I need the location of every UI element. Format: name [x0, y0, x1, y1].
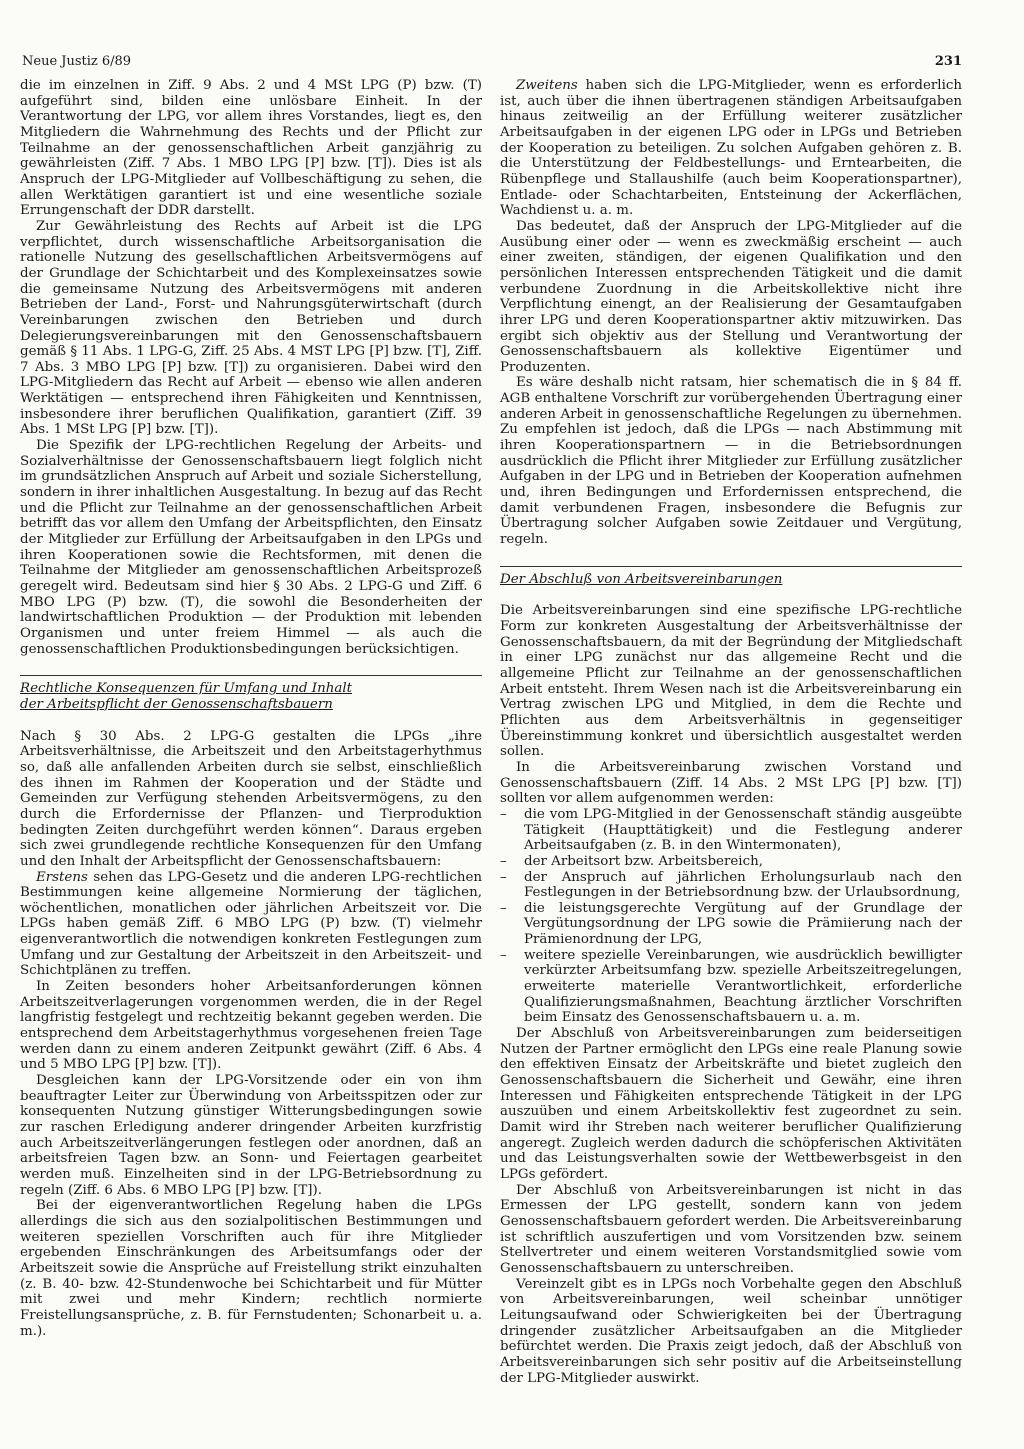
- list-item: – die vom LPG-Mitglied in der Genossenschaft ständig ausgeübte Tätigkeit (Haupttätigkeit) und die Festlegung anderer Arbeitsaufgaben (z. B. in den Wintermonaten),: [500, 807, 962, 854]
- paragraph: Das bedeutet, daß der Anspruch der LPG-Mitglieder auf die Ausübung einer oder — wenn es zweckmäßig erscheint — auch einer zweiten, ständigen, der eigenen Qualifikation und den persönlichen Interessen entsprechenden Tätigkeit und die damit verbundene Zuordnung in die Arbeitskollektive nicht ihre Verpflichtung einengt, an der Realisierung der Gesamtaufgaben ihrer LPG und deren Kooperationspartner aktiv mitzuwirken. Das ergibt sich objektiv aus der Stellung und Verantwortung der Genossenschaftsbauern als kollektive Eigentümer und Produzenten.: [500, 218, 962, 375]
- paragraph: Der Abschluß von Arbeitsvereinbarungen ist nicht in das Ermessen der LPG gestellt, sondern kann von jedem Genossenschaftsbauern gefordert werden. Die Arbeitsvereinbarung ist schriftlich auszufertigen und vom Vorsitzenden bzw. seinem Stellvertreter und einem weiteren Vorstandsmitglied sowie vom Genossenschaftsbauern zu unterschreiben.: [500, 1182, 962, 1276]
- erstens-lead: Erstens: [36, 869, 88, 885]
- left-column: [20, 78, 482, 1339]
- list-item: – die leistungsgerechte Vergütung auf der Grundlage der Vergütungsordnung der LPG sowie die Prämiierung nach der Prämienordnung der LPG,: [500, 901, 962, 948]
- paragraph-zweitens: [500, 78, 962, 219]
- page-header: [22, 52, 962, 74]
- paragraph: Nach § 30 Abs. 2 LPG-G gestalten die LPGs „ihre Arbeitsverhältnisse, die Arbeitszeit und den Arbeitstagerhythmus so, daß alle anfallenden Arbeiten durch sie selbst, einschließlich des ihnen im Rahmen der Kooperation und der Städte und Gemeinden zur Verfügung stehenden Arbeitsvermögens, zu den durch die Erfordernisse der Pflanzen- und Tierproduktion bedingten Zeiten durchgeführt werden können“. Daraus ergeben sich zwei grundlegende rechtliche Konsequenzen für den Umfang und den Inhalt der Arbeitspflicht der Genossenschaftsbauern:: [20, 728, 482, 869]
- journal-issue: Neue Justiz 6/89: [22, 54, 132, 69]
- paragraph-erstens: [20, 870, 482, 980]
- paragraph: Desgleichen kann der LPG-Vorsitzende oder ein von ihm beauftragter Leiter zur Überwindung von Arbeitsspitzen oder zur konsequenten Nutzung günstiger Witterungsbedingungen sowie zur raschen Erledigung anderer dringender Arbeiten kurzfristig auch Arbeitszeitverlängerungen festlegen oder anordnen, daß an arbeitsfreien Tagen bzw. an Sonn- und Feiertagen gearbeitet werden muß. Einzelheiten sind in der LPG-Betriebsordnung zu regeln (Ziff. 6 Abs. 6 MBO LPG [P] bzw. [T]).: [20, 1073, 482, 1198]
- paragraph: In Zeiten besonders hoher Arbeitsanforderungen können Arbeitszeitverlagerungen vorgenommen werden, die in der Regel langfristig festgelegt und rechtzeitig bekannt gegeben werden. Die entsprechend dem Arbeitstagerhythmus vorgesehenen freien Tage werden dann zu einem anderen Zeitpunkt gewährt (Ziff. 6 Abs. 4 und 5 MBO LPG [P] bzw. [T]).: [20, 979, 482, 1073]
- paragraph: Die Arbeitsvereinbarungen sind eine spezifische LPG-rechtliche Form zur konkreten Ausgestaltung der Arbeitsverhältnisse der Genossenschaftsbauern, da mit der Begründung der Mitgliedschaft in einer LPG zunächst nur das allgemeine Recht und die allgemeine Pflicht zur Teilnahme an der genossenschaftlichen Arbeit entsteht. Ihrem Wesen nach ist die Arbeitsvereinbarung ein Vertrag zwischen LPG und Mitglied, in dem die Rechte und Pflichten aus dem Arbeitsverhältnis in gegenseitiger Übereinstimmung konkret und übersichtlich ausgestaltet werden sollen.: [500, 603, 962, 760]
- paragraph: Der Abschluß von Arbeitsvereinbarungen zum beiderseitigen Nutzen der Partner ermöglicht den LPGs eine reale Planung sowie den effektiven Einsatz der Arbeitskräfte und bietet zugleich den Genossenschaftsbauern die Sicherheit und Gewähr, eine ihren Interessen und Fähigkeiten entsprechende Tätigkeit in der LPG auszuüben und einem Arbeitskollektiv fest zugeordnet zu sein. Damit wird ihr Streben nach weiterer beruflicher Qualifizierung angeregt. Zugleich werden dadurch die schöpferischen Aktivitäten und das Leistungsverhalten sowie der Wettbewerbsgeist in den LPGs gefördert.: [500, 1026, 962, 1182]
- section-heading-arbeitsvereinbarungen: [500, 566, 962, 594]
- paragraph: Zur Gewährleistung des Rechts auf Arbeit ist die LPG verpflichtet, durch wissenschaftliche Arbeitsorganisation die rationelle Nutzung des gesellschaftlichen Arbeitsvermögens auf der Grundlage der Schichtarbeit und des Komplexeinsatzes sowie die gemeinsame Nutzung des Arbeitsvermögens mit anderen Betrieben der Land-, Forst- und Nahrungsgüterwirtschaft (durch Vereinbarungen zwischen den Betrieben und durch Delegierungsvereinbarungen mit den Genossenschaftsbauern gemäß § 11 Abs. 1 LPG-G, Ziff. 25 Abs. 4 MST LPG [P] bzw. [T], Ziff. 7 Abs. 3 MBO LPG [P] bzw. [T]) zu organisieren. Dabei wird den LPG-Mitgliedern das Recht auf Arbeit — ebenso wie allen anderen Werktätigen — entsprechend ihren Fähigkeiten und Kenntnissen, insbesondere ihrer beruflichen Qualifikation, garantiert (Ziff. 39 Abs. 1 MSt LPG [P] bzw. [T]).: [20, 218, 482, 438]
- paragraph: Bei der eigenverantwortlichen Regelung haben die LPGs allerdings die sich aus den sozialpolitischen Bestimmungen und weiteren speziellen Vorschriften auch für ihre Mitglieder ergebenden Einschränkungen des Arbeitsumfangs oder der Arbeitszeit sowie die Ansprüche auf Freistellung strikt einzuhalten (z. B. 40- bzw. 42-Stundenwoche bei Schichtarbeit und für Mütter mit zwei und mehr Kindern; rechtlich normierte Freistellungsansprüche, z. B. für Fernstudenten; Schonarbeit u. a. m.).: [20, 1198, 482, 1339]
- right-column: [500, 78, 962, 1386]
- section-heading-arbeitspflicht: [20, 675, 482, 718]
- paragraph: Es wäre deshalb nicht ratsam, hier schematisch die in § 84 ff. AGB enthaltene Vorschrift zur vorübergehenden Übertragung einer anderen Arbeit in genossenschaftliche Regelungen zu übernehmen. Zu empfehlen ist jedoch, daß die LPGs — nach Abstimmung mit ihren Kooperationspartnern — in die Betriebsordnungen ausdrücklich die Pflicht ihrer Mitglieder zur Erfüllung zusätzlicher Aufgaben in der LPG und in Betrieben der Kooperation aufnehmen und, ihren Bedingungen und Erfordernissen entsprechend, die damit verbundenen Fragen, insbesondere die Befugnis zur Übertragung solcher Aufgaben sowie Zeitdauer und Vergütung, regeln.: [500, 375, 962, 548]
- section-heading-line: Rechtliche Konsequenzen für Umfang und Inhalt: [20, 681, 352, 697]
- list-item: – der Arbeitsort bzw. Arbeitsbereich,: [500, 854, 962, 870]
- paragraph: Die Spezifik der LPG-rechtlichen Regelung der Arbeits- und Sozialverhältnisse der Genossenschaftsbauern liegt folglich nicht im grundsätzlichen Anspruch auf Arbeit und soziale Sicherstellung, sondern in ihrer inhaltlichen Ausgestaltung. In bezug auf das Recht und die Pflicht zur Teilnahme an der genossenschaftlichen Arbeit betrifft das vor allem den Umfang der Arbeitspflichten, den Einsatz der Mitglieder zur Erfüllung der Arbeitsaufgaben in den LPGs und ihren Kooperationen sowie die Rechtsformen, mit denen die Teilnahme der Mitglieder am genossenschaftlichen Arbeitsprozeß geregelt wird. Bedeutsam sind hier § 30 Abs. 2 LPG-G und Ziff. 6 MBO LPG (P) bzw. (T), die sowohl die Besonderheiten der landwirtschaftlichen Produktion — der Produktion mit lebenden Organismen und unter freiem Himmel — als auch die genossenschaftlichen Produktionsbedingungen berücksichtigen.: [20, 438, 482, 657]
- paragraph: die im einzelnen in Ziff. 9 Abs. 2 und 4 MSt LPG (P) bzw. (T) aufgeführt sind, bilden eine unlösbare Einheit. In der Verantwortung der LPG, vor allem ihres Vorstandes, liegt es, den Mitgliedern die Wahrnehmung des Rechts und der Pflicht zur Teilnahme an der genossenschaftlichen Arbeit ganzjährig zu gewährleisten (Ziff. 7 Abs. 1 MBO LPG [P] bzw. [T]). Dies ist als Anspruch der LPG-Mitglieder auf Vollbeschäftigung zu sehen, die allen Werktätigen garantiert ist und eine wesentliche soziale Errungenschaft der DDR darstellt.: [20, 78, 482, 219]
- agreement-items-list: [500, 807, 962, 1026]
- page-number: 231: [934, 54, 962, 69]
- paragraph: In die Arbeitsvereinbarung zwischen Vorstand und Genossenschaftsbauern (Ziff. 14 Abs. 2 MSt LPG [P] bzw. [T]) sollten vor allem aufgenommen werden:: [500, 759, 962, 807]
- zweitens-text: haben sich die LPG-Mitglieder, wenn es erforderlich ist, auch über die ihnen übertragenen ständigen Arbeitsaufgaben hinaus zeitweilig an der Erfüllung weiterer zusätzlicher Arbeitsaufgaben in der eigenen LPG oder in LPGs und Betrieben der Kooperation zu beteiligen. Zu solchen Aufgaben gehören z. B. die Unterstützung der Feldbestellungs- und Erntearbeiten, die Rübenpflege und Stallaushilfe (auch beim Kooperationspartner), Entlade- oder Schachtarbeiten, Entsteinung der Ackerflächen, Wachdienst u. a. m.: [500, 78, 962, 219]
- list-item: – der Anspruch auf jährlichen Erholungsurlaub nach den Festlegungen in der Betriebsordnung bzw. der Urlaubsordnung,: [500, 870, 962, 901]
- section-heading-line: Der Abschluß von Arbeitsvereinbarungen: [500, 571, 783, 587]
- list-item: – weitere spezielle Vereinbarungen, wie ausdrücklich bewilligter verkürzter Arbeitsumfang bzw. spezielle Arbeitszeitregelungen, erweiterte materielle Verantwortlichkeit, erforderliche Qualifizierungsmaßnahmen, Beachtung ärztlicher Vorschriften beim Einsatz des Genossenschaftsbauern u. a. m.: [500, 948, 962, 1026]
- zweitens-lead: Zweitens: [516, 78, 578, 93]
- erstens-text: sehen das LPG-Gesetz und die anderen LPG-rechtlichen Bestimmungen keine allgemeine Normierung der täglichen, wöchentlichen, monatlichen oder jährlichen Arbeitszeit vor. Die LPGs haben gemäß Ziff. 6 MBO LPG (P) bzw. (T) vielmehr eigenverantwortlich die notwendigen konkreten Festlegungen zum Umfang und zur Gestaltung der Arbeitszeit in den Arbeitszeit- und Schichtplänen zu treffen.: [20, 869, 482, 979]
- section-heading-line: der Arbeitspflicht der Genossenschaftsbauern: [20, 696, 333, 712]
- paragraph: Vereinzelt gibt es in LPGs noch Vorbehalte gegen den Abschluß von Arbeitsvereinbarungen, weil scheinbar unnötiger Leitungsaufwand oder Schwierigkeiten bei der Übertragung dringender zusätzlicher Arbeitsaufgaben an die Mitglieder befürchtet werden. Die Praxis zeigt jedoch, daß der Abschluß von Arbeitsvereinbarungen sich sehr positiv auf die Arbeitseinstellung der LPG-Mitglieder auswirkt.: [500, 1276, 962, 1386]
